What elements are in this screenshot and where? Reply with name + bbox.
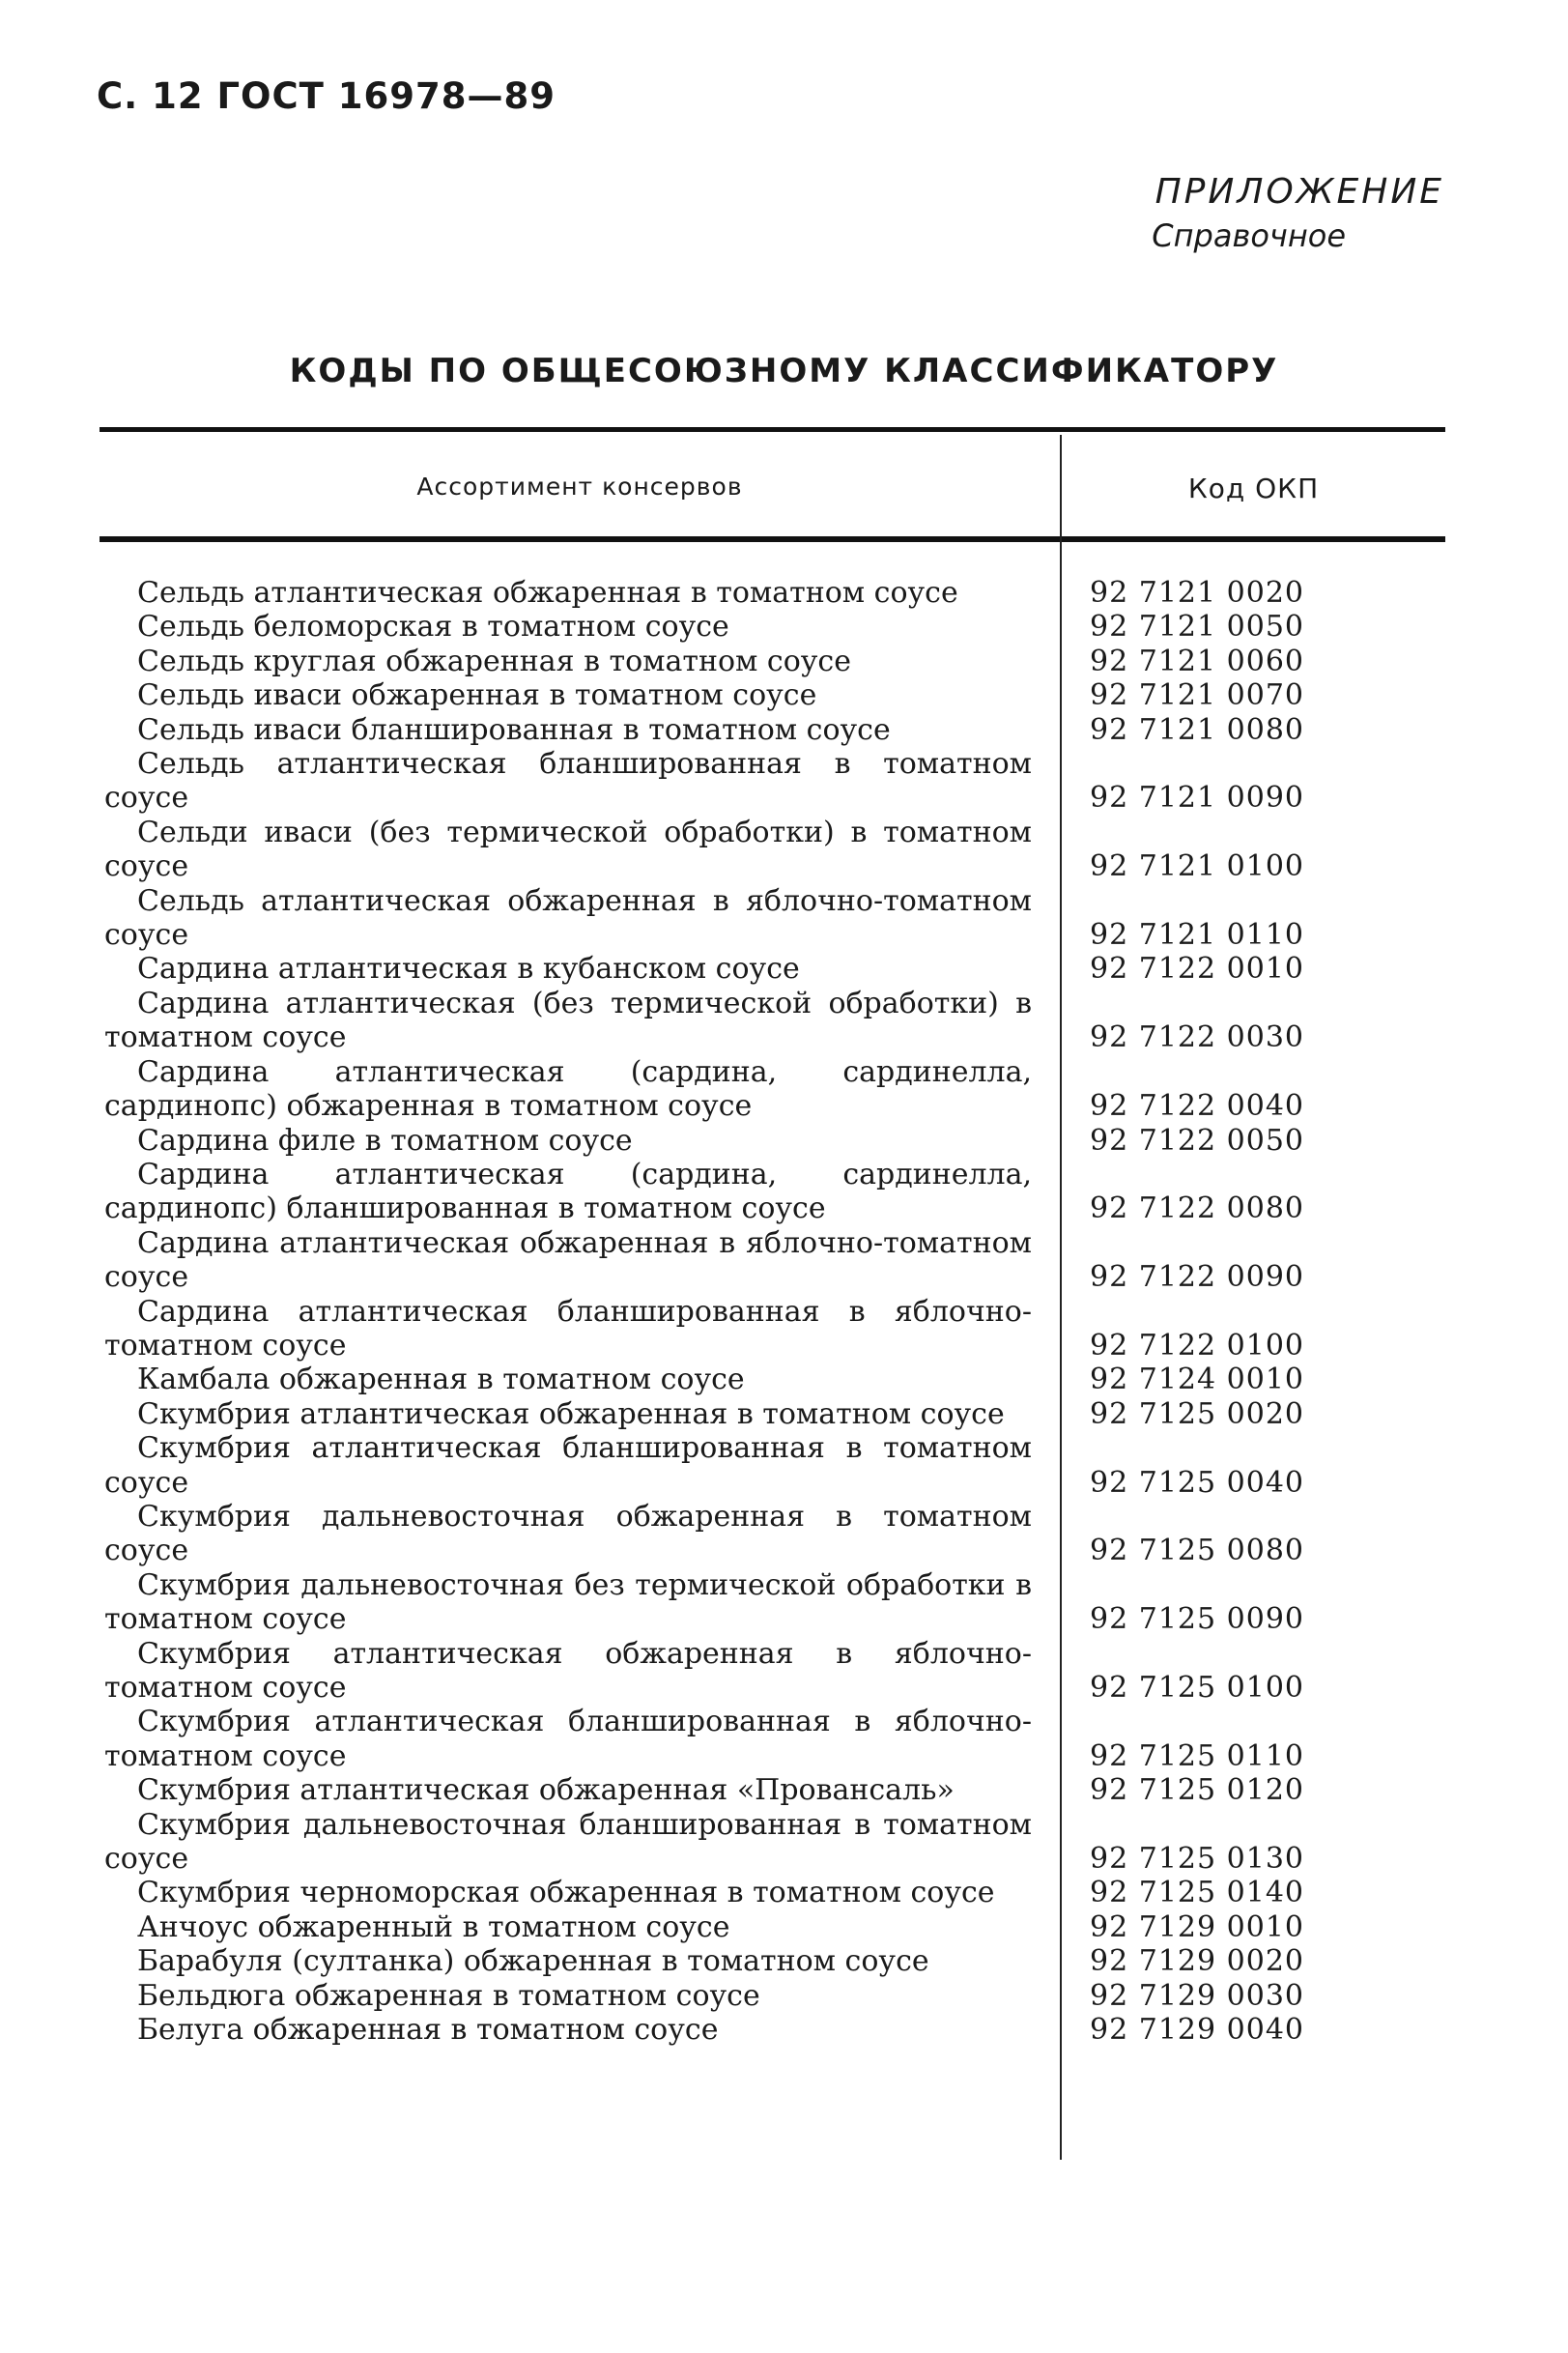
product-name <box>104 2013 1032 2047</box>
okp-code: 92 7122 0080 <box>1090 1191 1304 1226</box>
okp-code: 92 7121 0070 <box>1090 678 1304 713</box>
product-name <box>104 1363 1032 1396</box>
appendix-title: ПРИЛОЖЕНИЕ <box>1155 172 1444 212</box>
table-row <box>0 952 1568 986</box>
product-name-text: Скумбрия дальневосточная обжаренная в томатном соусе <box>104 1499 1032 1568</box>
product-name-text: Сельдь атлантическая обжаренная в яблочно-томатном соусе <box>104 883 1032 953</box>
okp-code: 92 7129 0020 <box>1090 1944 1304 1979</box>
product-name <box>104 1808 1032 1877</box>
table-row <box>0 1876 1568 1909</box>
table-row <box>0 1568 1568 1637</box>
table-row <box>0 1295 1568 1363</box>
table-row <box>0 1363 1568 1396</box>
product-name <box>104 1705 1032 1773</box>
product-name <box>104 576 1032 610</box>
product-name-text: Сардина атлантическая (без термической обработки) в томатном соусе <box>104 986 1032 1055</box>
product-name-text: Сельдь беломорская в томатном соусе <box>137 610 729 645</box>
product-name-text: Сардина атлантическая (сардина, сардинелла, сардинопс) обжаренная в томатном соусе <box>104 1054 1032 1124</box>
product-name <box>104 987 1032 1055</box>
product-name <box>104 1431 1032 1500</box>
product-name-text: Анчоус обжаренный в томатном соусе <box>137 1909 730 1944</box>
appendix-subtitle: Справочное <box>1152 217 1346 254</box>
okp-code: 92 7125 0120 <box>1090 1773 1304 1808</box>
table-row <box>0 576 1568 610</box>
okp-code: 92 7122 0030 <box>1090 1020 1304 1055</box>
okp-code: 92 7129 0040 <box>1090 2013 1304 2048</box>
okp-code: 92 7124 0010 <box>1090 1363 1304 1397</box>
table-row <box>0 1158 1568 1226</box>
okp-code: 92 7121 0080 <box>1090 712 1304 747</box>
product-name <box>104 610 1032 644</box>
table-row <box>0 2013 1568 2047</box>
table-row <box>0 1226 1568 1295</box>
table-row <box>0 678 1568 712</box>
document-title: КОДЫ ПО ОБЩЕСОЮЗНОМУ КЛАССИФИКАТОРУ <box>289 352 1279 390</box>
product-name <box>104 1397 1032 1431</box>
product-name <box>104 1500 1032 1568</box>
table-row <box>0 1979 1568 2013</box>
product-name <box>104 952 1032 986</box>
product-name <box>104 1055 1032 1124</box>
okp-code: 92 7121 0110 <box>1090 918 1304 953</box>
okp-code: 92 7121 0050 <box>1090 610 1304 645</box>
product-name <box>104 1568 1032 1637</box>
okp-code: 92 7122 0010 <box>1090 952 1304 987</box>
product-name-text: Сардина атлантическая обжаренная в яблочно-томатном соусе <box>104 1225 1032 1295</box>
product-name-text: Сельдь атлантическая обжаренная в томатном соусе <box>137 576 958 610</box>
product-name <box>104 1979 1032 2013</box>
okp-code: 92 7125 0040 <box>1090 1465 1304 1500</box>
okp-code: 92 7125 0100 <box>1090 1671 1304 1705</box>
table-row <box>0 1944 1568 1978</box>
table-row <box>0 1808 1568 1877</box>
product-name <box>104 1773 1032 1807</box>
okp-code: 92 7122 0050 <box>1090 1123 1304 1158</box>
product-name <box>104 1910 1032 1944</box>
table-row <box>0 1773 1568 1807</box>
table-row <box>0 747 1568 816</box>
product-name-text: Сардина атлантическая (сардина, сардинелла, сардинопс) бланшированная в томатном соусе <box>104 1157 1032 1226</box>
table-row <box>0 987 1568 1055</box>
okp-code: 92 7121 0020 <box>1090 576 1304 610</box>
table-row <box>0 1124 1568 1158</box>
product-name <box>104 1158 1032 1226</box>
product-name-text: Барабуля (султанка) обжаренная в томатном соусе <box>137 1944 929 1979</box>
okp-code: 92 7121 0060 <box>1090 644 1304 678</box>
product-name <box>104 884 1032 953</box>
table-row <box>0 645 1568 678</box>
product-name-text: Камбала обжаренная в томатном соусе <box>137 1363 745 1397</box>
page-header: С. 12 ГОСТ 16978—89 <box>97 75 556 117</box>
okp-code: 92 7125 0140 <box>1090 1876 1304 1910</box>
okp-code: 92 7125 0110 <box>1090 1738 1304 1773</box>
okp-code: 92 7125 0090 <box>1090 1602 1304 1637</box>
okp-code: 92 7125 0130 <box>1090 1842 1304 1877</box>
product-name-text: Скумбрия атлантическая обжаренная в томатном соусе <box>137 1396 1005 1431</box>
product-name <box>104 816 1032 884</box>
product-name <box>104 678 1032 712</box>
product-name-text: Сельди иваси (без термической обработки) в томатном соусе <box>104 815 1032 884</box>
product-name-text: Белуга обжаренная в томатном соусе <box>137 2013 719 2048</box>
product-name <box>104 713 1032 747</box>
product-name-text: Скумбрия атлантическая бланшированная в томатном соусе <box>104 1431 1032 1500</box>
product-name-text: Скумбрия атлантическая обжаренная в яблочно-томатном соусе <box>104 1636 1032 1705</box>
okp-code: 92 7129 0010 <box>1090 1909 1304 1944</box>
product-name-text: Скумбрия атлантическая бланшированная в яблочно-томатном соусе <box>104 1705 1032 1773</box>
product-name-text: Скумбрия дальневосточная бланшированная в томатном соусе <box>104 1807 1032 1877</box>
product-name-text: Сельдь атлантическая бланшированная в томатном соусе <box>104 747 1032 816</box>
table-top-rule <box>100 427 1445 432</box>
table-row <box>0 610 1568 644</box>
okp-code: 92 7121 0100 <box>1090 849 1304 884</box>
table-row <box>0 713 1568 747</box>
product-name-text: Сардина атлантическая в кубанском соусе <box>137 952 800 987</box>
table-header-rule <box>100 536 1445 542</box>
table-row <box>0 1910 1568 1944</box>
okp-code: 92 7122 0100 <box>1090 1328 1304 1363</box>
okp-code: 92 7121 0090 <box>1090 781 1304 816</box>
product-name-text: Скумбрия атлантическая обжаренная «Провансаль» <box>137 1773 955 1808</box>
table-row <box>0 1500 1568 1568</box>
product-name-text: Сельдь круглая обжаренная в томатном соусе <box>137 644 851 678</box>
okp-code: 92 7129 0030 <box>1090 1978 1304 2013</box>
product-name <box>104 645 1032 678</box>
product-name <box>104 1226 1032 1295</box>
table-row <box>0 1055 1568 1124</box>
table-row <box>0 1705 1568 1773</box>
appendix-label <box>1152 172 1444 254</box>
product-name-text: Сардина филе в томатном соусе <box>137 1123 633 1158</box>
column-header-code: Код ОКП <box>1187 473 1320 504</box>
product-name <box>104 1124 1032 1158</box>
product-name-text: Сардина атлантическая бланшированная в яблочно-томатном соусе <box>104 1294 1032 1363</box>
product-name <box>104 1876 1032 1909</box>
product-name <box>104 1295 1032 1363</box>
product-name <box>104 1637 1032 1706</box>
column-header-assortment: Ассортимент консервов <box>416 473 743 501</box>
table-row <box>0 1397 1568 1431</box>
okp-code: 92 7122 0090 <box>1090 1260 1304 1295</box>
table-row <box>0 1637 1568 1706</box>
okp-code: 92 7125 0080 <box>1090 1534 1304 1568</box>
table-row <box>0 816 1568 884</box>
table-body <box>0 576 1568 2047</box>
okp-code: 92 7122 0040 <box>1090 1089 1304 1124</box>
table-row <box>0 884 1568 953</box>
product-name-text: Сельдь иваси обжаренная в томатном соусе <box>137 678 817 713</box>
product-name <box>104 1944 1032 1978</box>
table-row <box>0 1431 1568 1500</box>
product-name-text: Бельдюга обжаренная в томатном соусе <box>137 1978 760 2013</box>
product-name <box>104 747 1032 816</box>
product-name-text: Скумбрия дальневосточная без термической обработки в томатном соусе <box>104 1567 1032 1637</box>
product-name-text: Сельдь иваси бланшированная в томатном соусе <box>137 712 891 747</box>
okp-code: 92 7125 0020 <box>1090 1396 1304 1431</box>
product-name-text: Скумбрия черноморская обжаренная в томатном соусе <box>137 1876 995 1910</box>
